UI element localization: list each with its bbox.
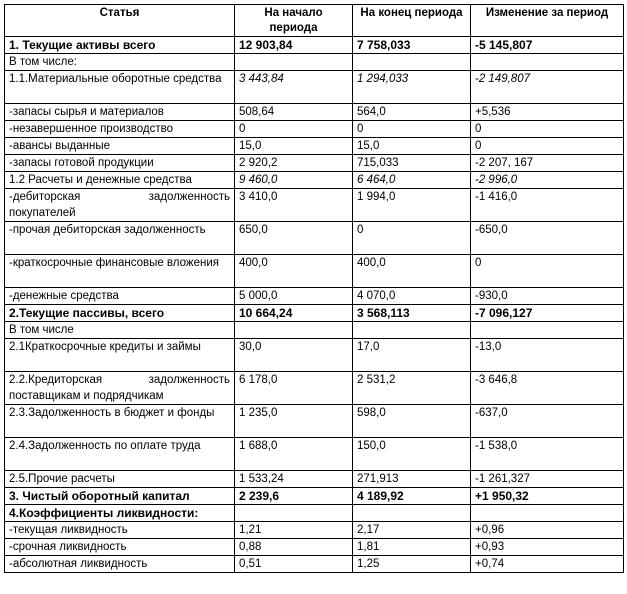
- document-area: [4, 4, 624, 573]
- working-capital-table: [4, 4, 624, 573]
- value-period-change: -2 996,0: [471, 172, 624, 189]
- value-period-change: -1 261,327: [471, 471, 624, 488]
- value-period-end: 715,033: [353, 155, 471, 172]
- table-row: [5, 189, 624, 222]
- value-period-change: 0: [471, 255, 624, 288]
- row-label: 2.1Краткосрочные кредиты и займы: [5, 339, 235, 372]
- row-label: 2.2.Кредиторская задолженность поставщикам и подрядчикам: [5, 372, 235, 405]
- value-period-change: -1 416,0: [471, 189, 624, 222]
- row-label: -незавершенное производство: [5, 121, 235, 138]
- value-period-start: 3 410,0: [235, 189, 353, 222]
- value-period-end: 15,0: [353, 138, 471, 155]
- value-period-start: 2 920,2: [235, 155, 353, 172]
- value-period-end: 400,0: [353, 255, 471, 288]
- value-period-end: 17,0: [353, 339, 471, 372]
- table-row: [5, 121, 624, 138]
- value-period-start: 0: [235, 121, 353, 138]
- value-period-start: 1 533,24: [235, 471, 353, 488]
- table-row: [5, 71, 624, 104]
- value-period-start: 10 664,24: [235, 305, 353, 322]
- row-label: -запасы сырья и материалов: [5, 104, 235, 121]
- row-label: -краткосрочные финансовые вложения: [5, 255, 235, 288]
- value-period-start: 12 903,84: [235, 37, 353, 54]
- value-period-start: 508,64: [235, 104, 353, 121]
- row-label: 4.Коэффициенты ликвидности:: [5, 505, 235, 522]
- value-period-change: +0,93: [471, 539, 624, 556]
- value-period-start: 1 688,0: [235, 438, 353, 471]
- table-row: [5, 505, 624, 522]
- value-period-start: 9 460,0: [235, 172, 353, 189]
- table-row: [5, 54, 624, 71]
- value-period-start: 650,0: [235, 222, 353, 255]
- header-row: [5, 5, 624, 37]
- value-period-change: -650,0: [471, 222, 624, 255]
- row-label: -абсолютная ликвидность: [5, 556, 235, 573]
- value-period-change: -1 538,0: [471, 438, 624, 471]
- value-period-start: 1,21: [235, 522, 353, 539]
- value-period-end: 1,81: [353, 539, 471, 556]
- row-label: 1.2 Расчеты и денежные средства: [5, 172, 235, 189]
- row-label: -денежные средства: [5, 288, 235, 305]
- value-period-end: 564,0: [353, 104, 471, 121]
- value-period-end: 7 758,033: [353, 37, 471, 54]
- table-row: [5, 438, 624, 471]
- value-period-start: 2 239,6: [235, 488, 353, 505]
- row-label: 3. Чистый оборотный капитал: [5, 488, 235, 505]
- table-row: [5, 138, 624, 155]
- value-period-end: 1 294,033: [353, 71, 471, 104]
- table-row: [5, 556, 624, 573]
- value-period-end: 0: [353, 222, 471, 255]
- table-row: [5, 155, 624, 172]
- value-period-change: +5,536: [471, 104, 624, 121]
- value-period-end: 271,913: [353, 471, 471, 488]
- value-period-change: [471, 322, 624, 339]
- value-period-change: -930,0: [471, 288, 624, 305]
- value-period-change: -13,0: [471, 339, 624, 372]
- value-period-change: -3 646,8: [471, 372, 624, 405]
- table-row: [5, 471, 624, 488]
- value-period-change: -2 149,807: [471, 71, 624, 104]
- value-period-end: 6 464,0: [353, 172, 471, 189]
- table-row: [5, 539, 624, 556]
- value-period-start: 400,0: [235, 255, 353, 288]
- value-period-change: -5 145,807: [471, 37, 624, 54]
- row-label: -текущая ликвидность: [5, 522, 235, 539]
- header-period-start: На начало периода: [235, 5, 353, 37]
- value-period-change: 0: [471, 138, 624, 155]
- table-row: [5, 372, 624, 405]
- value-period-end: 4 189,92: [353, 488, 471, 505]
- table-row: [5, 405, 624, 438]
- value-period-change: -7 096,127: [471, 305, 624, 322]
- value-period-end: [353, 505, 471, 522]
- value-period-start: [235, 322, 353, 339]
- table-row: [5, 339, 624, 372]
- value-period-change: -637,0: [471, 405, 624, 438]
- row-label: В том числе: [5, 322, 235, 339]
- table-row: [5, 322, 624, 339]
- row-label: 2.5.Прочие расчеты: [5, 471, 235, 488]
- value-period-end: [353, 322, 471, 339]
- value-period-end: 2 531,2: [353, 372, 471, 405]
- value-period-change: -2 207, 167: [471, 155, 624, 172]
- value-period-change: [471, 54, 624, 71]
- table-row: [5, 104, 624, 121]
- value-period-end: 1,25: [353, 556, 471, 573]
- row-label: -прочая дебиторская задолженность: [5, 222, 235, 255]
- table-row: [5, 37, 624, 54]
- header-period-change: Изменение за период: [471, 5, 624, 37]
- row-label: -авансы выданные: [5, 138, 235, 155]
- row-label: 2.3.Задолженность в бюджет и фонды: [5, 405, 235, 438]
- table-row: [5, 305, 624, 322]
- value-period-start: 15,0: [235, 138, 353, 155]
- value-period-end: 598,0: [353, 405, 471, 438]
- row-label: 1. Текущие активы всего: [5, 37, 235, 54]
- table-row: [5, 222, 624, 255]
- row-label: 2.Текущие пассивы, всего: [5, 305, 235, 322]
- header-period-end: На конец периода: [353, 5, 471, 37]
- header-article: Статья: [5, 5, 235, 37]
- value-period-change: +0,96: [471, 522, 624, 539]
- row-label: -срочная ликвидность: [5, 539, 235, 556]
- row-label: 1.1.Материальные оборотные средства: [5, 71, 235, 104]
- table-row: [5, 255, 624, 288]
- value-period-change: +1 950,32: [471, 488, 624, 505]
- value-period-end: 3 568,113: [353, 305, 471, 322]
- value-period-end: 4 070,0: [353, 288, 471, 305]
- row-label: -дебиторская задолженность покупателей: [5, 189, 235, 222]
- value-period-end: 150,0: [353, 438, 471, 471]
- table-row: [5, 288, 624, 305]
- value-period-end: 0: [353, 121, 471, 138]
- row-label: -запасы готовой продукции: [5, 155, 235, 172]
- value-period-start: 0,88: [235, 539, 353, 556]
- value-period-start: [235, 505, 353, 522]
- row-label: 2.4.Задолженность по оплате труда: [5, 438, 235, 471]
- row-label: В том числе:: [5, 54, 235, 71]
- value-period-start: 6 178,0: [235, 372, 353, 405]
- value-period-start: 3 443,84: [235, 71, 353, 104]
- value-period-start: 0,51: [235, 556, 353, 573]
- table-row: [5, 522, 624, 539]
- value-period-start: 30,0: [235, 339, 353, 372]
- table-row: [5, 172, 624, 189]
- value-period-change: [471, 505, 624, 522]
- value-period-end: 2,17: [353, 522, 471, 539]
- value-period-change: +0,74: [471, 556, 624, 573]
- value-period-start: [235, 54, 353, 71]
- value-period-start: 5 000,0: [235, 288, 353, 305]
- table-row: [5, 488, 624, 505]
- value-period-change: 0: [471, 121, 624, 138]
- value-period-end: 1 994,0: [353, 189, 471, 222]
- value-period-start: 1 235,0: [235, 405, 353, 438]
- value-period-end: [353, 54, 471, 71]
